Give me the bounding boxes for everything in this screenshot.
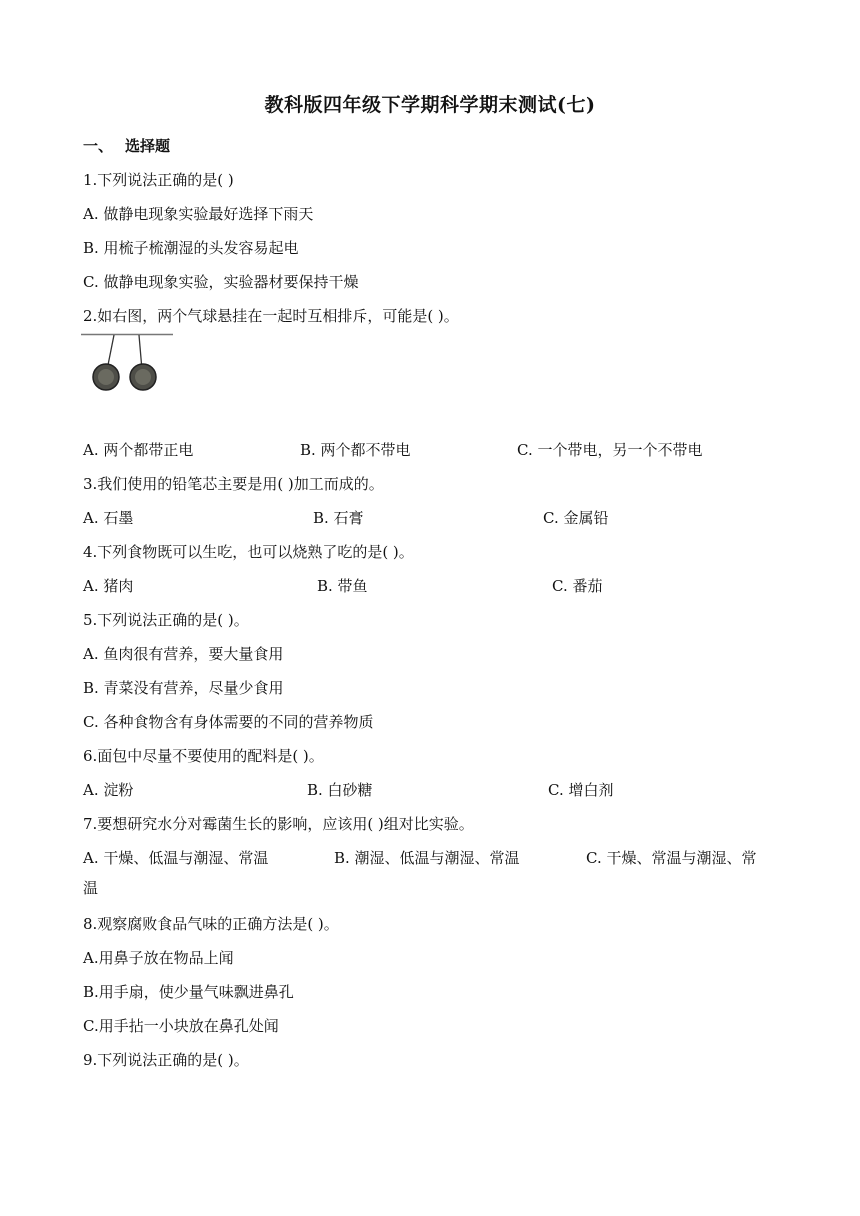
option-c: C.用手拈一小块放在鼻孔处闻: [83, 1017, 279, 1035]
option-row: [83, 576, 783, 596]
section-heading: [83, 135, 170, 156]
question-stem: 8.观察腐败食品气味的正确方法是( )。: [83, 915, 339, 933]
question-stem: 1.下列说法正确的是( ): [83, 171, 234, 189]
section-label: 选择题: [125, 137, 171, 155]
option-c-continued: 温: [83, 879, 99, 897]
option-row: [83, 508, 783, 528]
option-row: [83, 440, 783, 460]
option-c: C. 做静电现象实验，实验器材要保持干燥: [83, 273, 359, 291]
question-stem: 4.下列食物既可以生吃，也可以烧熟了吃的是( )。: [83, 543, 414, 561]
option-c: C. 一个带电，另一个不带电: [517, 441, 703, 459]
option-b: B.用手扇，使少量气味飘进鼻孔: [83, 983, 294, 1001]
option-c: C. 各种食物含有身体需要的不同的营养物质: [83, 713, 374, 731]
document-title: 教科版四年级下学期科学期末测试(七): [264, 94, 596, 116]
question-stem: 3.我们使用的铅笔芯主要是用( )加工而成的。: [83, 475, 384, 493]
option-a: A. 猪肉: [83, 577, 134, 595]
option-b: B. 青菜没有营养，尽量少食用: [83, 679, 284, 697]
option-a: A. 做静电现象实验最好选择下雨天: [83, 205, 314, 223]
option-c: C. 番茄: [552, 577, 603, 595]
option-b: B. 潮湿、低温与潮湿、常温: [334, 849, 520, 867]
option-c: C. 金属铅: [543, 509, 609, 527]
question-stem: 9.下列说法正确的是( )。: [83, 1051, 249, 1069]
option-c: C. 干燥、常温与潮湿、常: [586, 849, 757, 867]
option-a: A. 干燥、低温与潮湿、常温: [83, 849, 269, 867]
option-b: B. 两个都不带电: [300, 441, 411, 459]
option-a: A. 淀粉: [83, 781, 134, 799]
option-a: A.用鼻子放在物品上闻: [83, 949, 234, 967]
option-b: B. 用梳子梳潮湿的头发容易起电: [83, 239, 299, 257]
option-row: [83, 780, 783, 800]
question-stem: 2.如右图，两个气球悬挂在一起时互相排斥，可能是( )。: [83, 307, 459, 325]
option-b: B. 带鱼: [317, 577, 368, 595]
option-a: A. 石墨: [83, 509, 134, 527]
option-c: C. 增白剂: [548, 781, 614, 799]
option-a: A. 鱼肉很有营养，要大量食用: [83, 645, 284, 663]
question-stem: 5.下列说法正确的是( )。: [83, 611, 249, 629]
section-number: 一、: [83, 137, 114, 155]
question-stem: 7.要想研究水分对霉菌生长的影响，应该用( )组对比实验。: [83, 815, 474, 833]
option-b: B. 石膏: [313, 509, 364, 527]
option-b: B. 白砂糖: [307, 781, 373, 799]
option-row: [83, 848, 783, 868]
option-a: A. 两个都带正电: [83, 441, 194, 459]
question-stem: 6.面包中尽量不要使用的配料是( )。: [83, 747, 324, 765]
hanging-balloons-figure: [81, 333, 173, 393]
